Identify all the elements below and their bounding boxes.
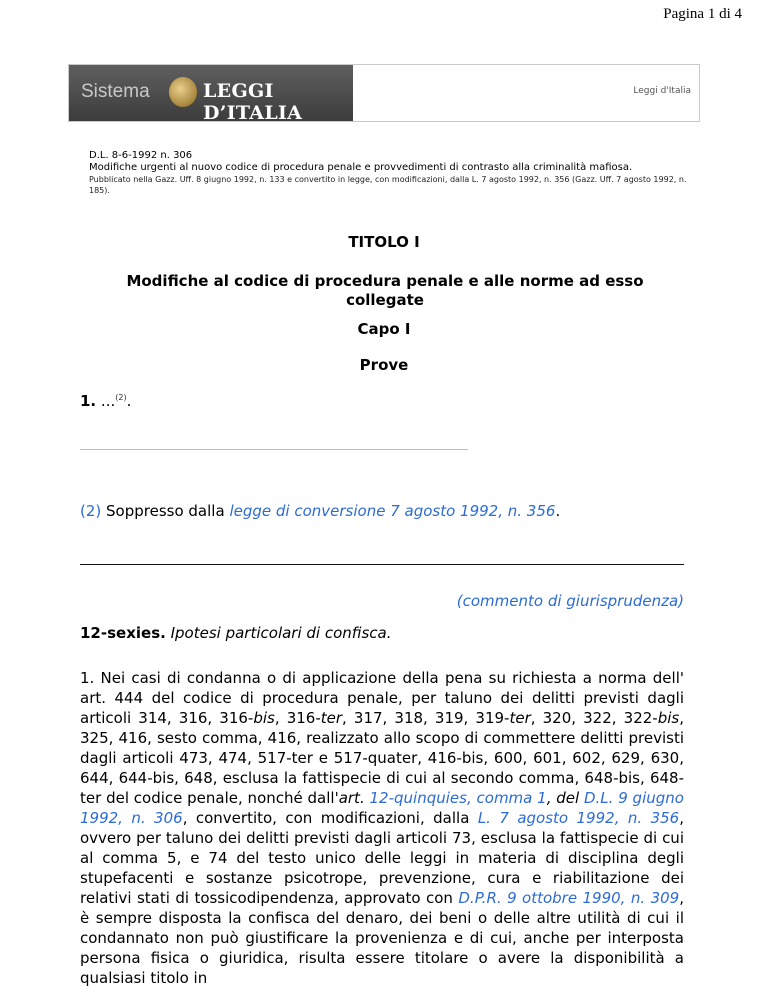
law-link-12-quinquies[interactable]: 12-quinquies, comma 1 — [369, 789, 547, 807]
article-12-title: Ipotesi particolari di confisca. — [170, 624, 392, 642]
body-italic: art. — [338, 789, 365, 807]
capo-heading: Capo I — [357, 320, 411, 338]
footnote-divider — [80, 449, 468, 450]
article-1 — [80, 392, 131, 410]
law-link-dpr-309[interactable]: D.P.R. 9 ottobre 1990, n. 309 — [458, 889, 680, 907]
titolo-heading: TITOLO I — [348, 233, 420, 251]
body-italic: bis — [657, 709, 680, 727]
body-text-segment: , ovvero per taluno dei delitti previsti dagli articoli 73, esclusa la fattispecie di cui al comma 5, e 74 del testo unico delle leggi in materia di disciplina degli stupefacenti e sostanze psicotrope, prevenzione, cura e riabilitazione dei relativi stati di tossicodipendenza, approvato con — [80, 809, 684, 907]
article-12-sexies-title — [80, 624, 392, 642]
body-text-segment: , 317, 318, 319, 319- — [342, 709, 510, 727]
footnote-trail: . — [555, 502, 561, 520]
footnote-text: Soppresso dalla — [106, 502, 225, 520]
body-text-segment: , 320, 322, 322- — [530, 709, 658, 727]
body-text-segment: , 325, 416, sesto comma, 416, realizzato allo scopo di commettere delitti previsti dagli articoli 473, 474, 517-ter e 517-quater, 416-bis, 600, 601, 602, 629, 630, 644, 644-bis, 648, esclusa la fattispecie di cui al secondo comma, 648-bis, 648-ter del codice penale, nonché dall' — [80, 709, 684, 807]
document-header — [89, 150, 697, 196]
article-12-number: 12-sexies. — [80, 624, 166, 642]
page-number: Pagina 1 di 4 — [663, 6, 742, 22]
body-italic: bis — [253, 709, 275, 727]
article-1-text: ... — [100, 392, 116, 410]
section-divider — [80, 564, 684, 565]
titolo-subtitle: Modifiche al codice di procedura penale e alle norme ad esso collegate — [126, 272, 644, 309]
document-subtitle: Modifiche urgenti al nuovo codice di procedura penale e provvedimenti di contrasto alla criminalità mafiosa. — [89, 162, 633, 173]
banner-logo-area — [69, 65, 353, 124]
body-text-segment: , è sempre disposta la confisca del denaro, dei beni o delle altre utilità di cui il condannato non può giustificare la provenienza e di cui, anche per interposta persona fisica o giuridica, risulta essere titolare o avere la disponibilità a qualsiasi titolo in — [80, 889, 684, 987]
article-1-trail: . — [126, 392, 132, 410]
footnote-law-link[interactable]: legge di conversione 7 agosto 1992, n. 356 — [229, 502, 556, 520]
body-text-segment: 1. Nei casi di condanna o di applicazione della pena su richiesta a norma dell' art. 444 del codice di procedura penale, per taluno dei delitti previsti dagli articoli 314, 316, 316- — [80, 669, 684, 727]
prove-heading: Prove — [359, 356, 409, 374]
leggi-ditalia-banner — [68, 64, 700, 122]
commento-giurisprudenza-link[interactable]: (commento di giurisprudenza) — [456, 592, 684, 610]
footnote-2 — [80, 502, 560, 520]
publication-info: Pubblicato nella Gazz. Uff. 8 giugno 1992, n. 133 e convertito in legge, con modificazioni, dalla L. 7 agosto 1992, n. 356 (Gazz. Uff. 7 agosto 1992, n. 185). — [89, 175, 687, 195]
commento-link-wrapper — [80, 592, 684, 610]
logo-leggi-text: LEGGI D’ITALIA — [203, 80, 303, 124]
law-link-l-356[interactable]: L. 7 agosto 1992, n. 356 — [477, 809, 680, 827]
body-italic: ter — [509, 709, 531, 727]
body-italic: ter — [320, 709, 343, 727]
article-1-number: 1. — [80, 392, 97, 410]
footnote-label[interactable]: (2) — [80, 502, 102, 520]
body-text-segment: , 316- — [274, 709, 321, 727]
document-id: D.L. 8-6-1992 n. 306 — [89, 150, 193, 161]
body-italic: , del — [546, 789, 580, 807]
body-text-segment: , convertito, con modificazioni, dalla — [182, 809, 470, 827]
footnote-ref[interactable]: (2) — [115, 393, 127, 402]
banner-right-label: Leggi d'Italia — [633, 86, 691, 96]
article-body — [80, 668, 684, 988]
logo-sistema-text: Sistema — [81, 81, 150, 102]
law-link-dl-306[interactable]: D.L. 9 giugno 1992, n. 306 — [80, 789, 684, 827]
italian-seal-icon — [169, 77, 197, 107]
